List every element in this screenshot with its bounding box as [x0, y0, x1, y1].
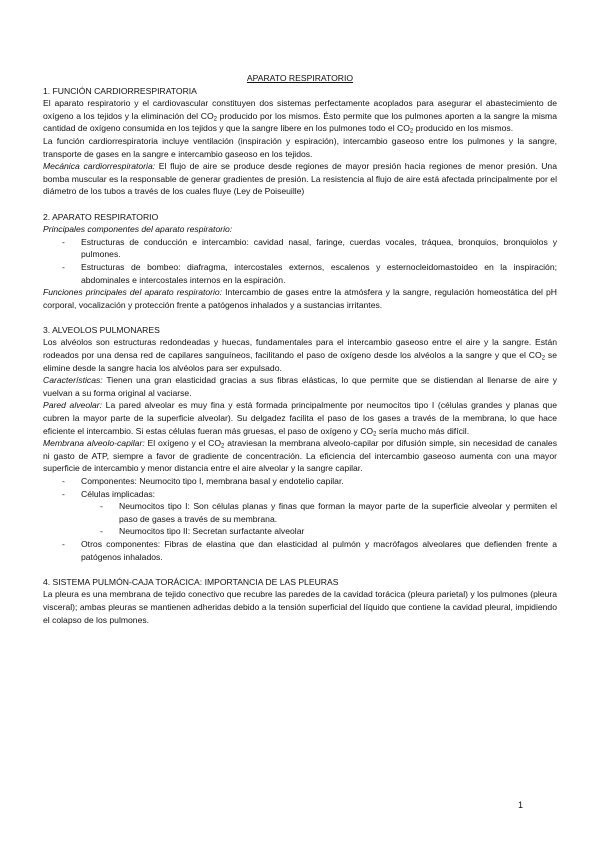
section-heading: 1. FUNCIÓN CARDIORRESPIRATORIA — [43, 85, 197, 96]
paragraph: La función cardiorrespiratoria incluye ventilación (inspiración y espiración), intercambio gaseoso entre los pulmones y la sangre, transporte de gases en la sangre e intercambio gaseoso en los tejidos. — [43, 135, 557, 159]
list-item: - Estructuras de bombeo: diafragma, intercostales externos, escalenos y esternocleidomastoideo en la inspiración; abdominales e intercostales internos en la espiración. — [43, 261, 557, 286]
section-heading: 2. APARATO RESPIRATORIO — [43, 211, 159, 222]
document-title: APARATO RESPIRATORIO — [246, 73, 354, 83]
page-number: 1 — [518, 800, 524, 810]
paragraph: La pleura es una membrana de tejido conectivo que recubre las paredes de la cavidad torácica (pleura parietal) y los pulmones (pleura visceral); ambas pleuras se mantienen adheridas debido a la tensión superficial del líquido que contiene la cavidad pleural, impidiendo el colapso de los pulmones. — [43, 589, 557, 625]
list-item: - Estructuras de conducción e intercambio: cavidad nasal, faringe, cuerdas vocales, tráquea, bronquios, bronquiolos y pulmones. — [43, 236, 557, 261]
list-item: - Otros componentes: Fibras de elastina que dan elasticidad al pulmón y macrófagos alveolares que defienden frente a patógenos inhalados. — [43, 538, 557, 563]
section-funcion-cardiorrespiratoria — [43, 85, 557, 198]
section-pleuras — [43, 576, 557, 626]
sublist-item: - Neumocitos tipo II: Secretan surfactante alveolar — [81, 525, 557, 538]
paragraph: Mecánica cardiorrespiratoria: El flujo de aire se produce desde regiones de mayor presión hacia regiones de menor presión. Una bomba muscular es la responsable de generar gradientes de presión. La resistencia al flujo de aire está afectada principalmente por el diámetro de los tubos a través de los cuales fluye (Ley de Poiseuille) — [43, 161, 557, 197]
section-alveolos-pulmonares — [43, 324, 557, 563]
section-heading: 4. SISTEMA PULMÓN-CAJA TORÁCICA: IMPORTANCIA DE LAS PLEURAS — [43, 576, 339, 587]
paragraph: Funciones principales del aparato respiratorio: Intercambio de gases entre la atmósfera y la sangre, regulación homeostática del pH corporal, vocalización y protección frente a patógenos inhalados y a sustancias irritantes. — [43, 287, 557, 310]
components-label: Principales componentes del aparato respiratorio: — [43, 224, 233, 235]
paragraph: Membrana alveolo-capilar: El oxígeno y el $CO_2$ atraviesan la membrana alveolo-capilar por difusión simple, sin necesidad de canales ni gasto de ATP, siempre a favor de gradiente de concentración. La eficiencia del intercambio gaseoso aumenta con una mayor superficie de intercambio y menor distancia entre el aire alveolar y la sangre capilar. — [43, 438, 557, 474]
list-item: - Componentes: Neumocito tipo I, membrana basal y endotelio capilar. — [43, 475, 557, 488]
paragraph: Características: Tienen una gran elasticidad gracias a sus fibras elásticas, lo que permite que se distiendan al llenarse de aire y vuelvan a su forma original al vaciarse. — [43, 375, 557, 398]
paragraph: Los alvéolos son estructuras redondeadas y huecas, fundamentales para el intercambio gaseoso entre el aire y la sangre. Están rodeados por una densa red de capilares sanguíneos, facilitando el paso de oxígeno desde los alvéolos a la sangre y que el $CO_2$ se elimine desde la sangre hacia los alvéolos para ser expulsado. — [43, 337, 557, 373]
section-heading: 3. ALVEOLOS PULMONARES — [43, 324, 160, 335]
alveolar-list — [43, 475, 557, 563]
paragraph: El aparato respiratorio y el cardiovascular constituyen dos sistemas perfectamente acoplados para asegurar el abastecimiento de oxígeno a los tejidos y la eliminación del $CO_2$ producido por los mismos. Ésto permite que los pulmones aporten a la sangre la misma cantidad de oxígeno consumida en los tejidos y que la sangre libere en los pulmones todo el $CO_2$ producido en los mismos. — [43, 98, 557, 135]
cells-sublist — [81, 500, 557, 538]
paragraph: Pared alveolar: La pared alveolar es muy fina y está formada principalmente por neumocitos tipo I (células grandes y planas que cubren la mayor parte de la superficie alveolar). Su delgadez facilita el paso de los gases a través de la membrana, lo que hace eficiente el intercambio. Si estas células fueran más gruesas, el paso de oxígeno y $CO_2$ sería mucho más difícil. — [43, 400, 557, 438]
document-page — [43, 72, 557, 626]
list-item: - Células implicadas: - Neumocitos tipo I: Son células planas y finas que forman la mayor parte de la superficie alveolar y permiten el paso de gases a través de su membrana. - Neumocitos tipo II: Secretan surfactante alveolar — [43, 488, 557, 538]
sublist-item: - Neumocitos tipo I: Son células planas y finas que forman la mayor parte de la superficie alveolar y permiten el paso de gases a través de su membrana. — [81, 500, 557, 525]
section-aparato-respiratorio — [43, 211, 557, 312]
components-list — [43, 236, 557, 286]
